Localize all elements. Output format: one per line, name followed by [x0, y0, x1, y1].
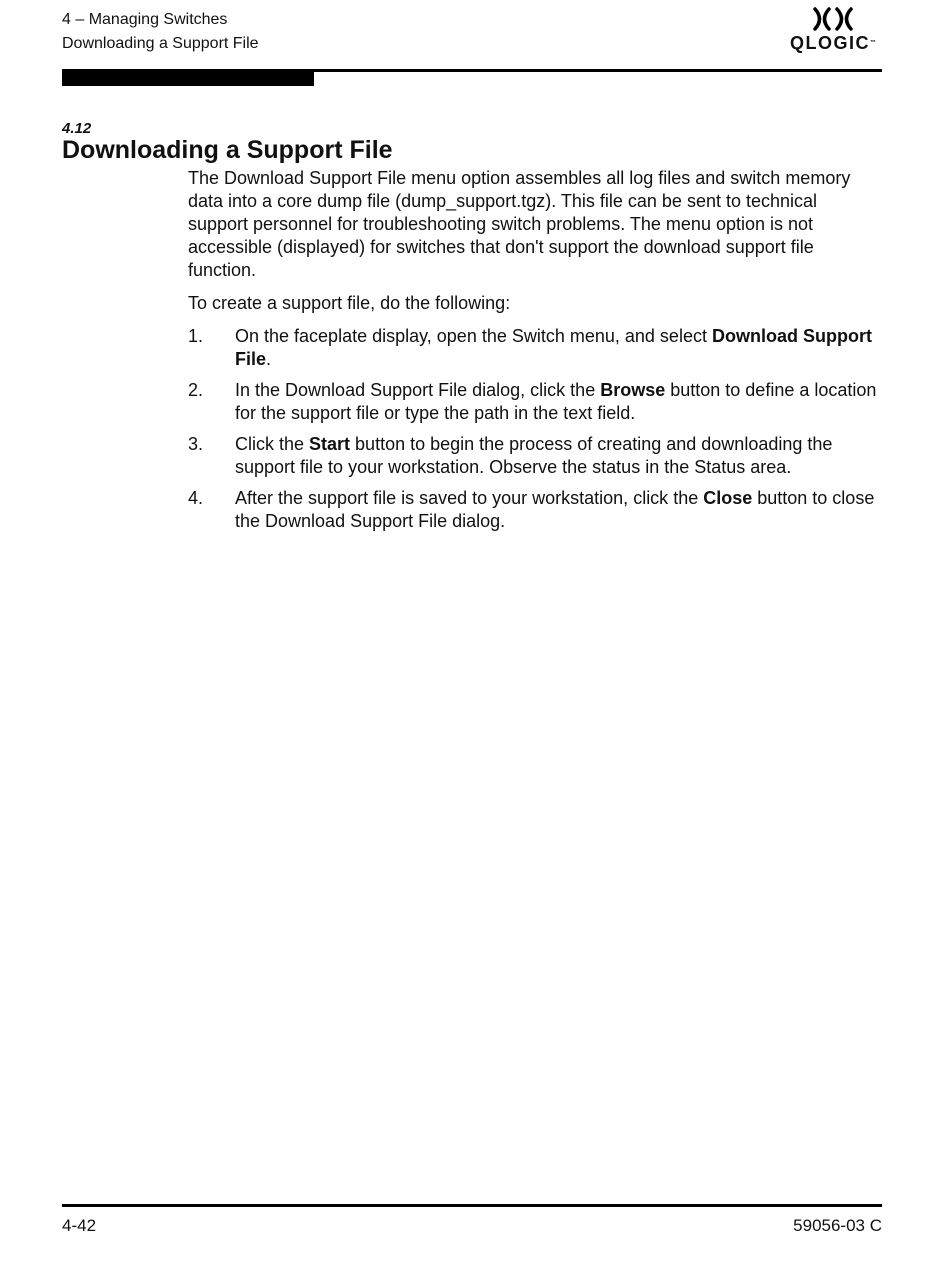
body-content: [188, 167, 882, 541]
section-number: 4.12: [62, 120, 92, 137]
step-text: Click the: [235, 434, 310, 454]
list-item: [188, 379, 882, 425]
header-chapter: 4 – Managing Switches: [62, 11, 228, 28]
step-text: On the faceplate display, open the Switch menu, and select: [235, 326, 712, 346]
section-title: Downloading a Support File: [62, 136, 393, 164]
page-number: 4-42: [62, 1216, 97, 1235]
list-item: [188, 487, 882, 533]
logo-text: QLOGIC: [790, 33, 870, 53]
qlogic-logo: [788, 6, 878, 62]
document-number: 59056-03 C: [793, 1216, 882, 1235]
intro-paragraph: The Download Support File menu option assembles all log files and switch memory data into a core dump file (dump_support.tgz). This file can be sent to technical support personnel for troubleshooting switch problems. The menu option is not accessible (displayed) for switches that don't support the download support file function.: [188, 168, 851, 280]
step-bold: Start: [309, 434, 351, 454]
step-number: 3.: [188, 434, 204, 454]
step-bold: Close: [703, 488, 753, 508]
step-text: In the Download Support File dialog, click the: [235, 380, 601, 400]
qlogic-mark-icon: [812, 6, 854, 32]
header-section: Downloading a Support File: [62, 35, 259, 52]
list-item: [188, 325, 882, 371]
step-bold: Browse: [600, 380, 666, 400]
step-text-end: button to begin the process of creating and downloading the support file to your workstation. Observe the status in the Status area.: [235, 434, 833, 477]
header-tab-bar: [62, 72, 314, 86]
list-item: [188, 433, 882, 479]
step-text-end: button to define a location for the support file or type the path in the text field.: [235, 380, 877, 423]
step-text-end: .: [266, 349, 272, 369]
step-text: After the support file is saved to your workstation, click the: [235, 488, 704, 508]
logo-trademark: ™: [870, 40, 876, 46]
step-number: 1.: [188, 326, 204, 346]
footer-rule: [62, 1204, 882, 1207]
step-number: 2.: [188, 380, 204, 400]
step-number: 4.: [188, 488, 204, 508]
steps-list: [188, 325, 882, 533]
lead-paragraph: To create a support file, do the following:: [188, 293, 511, 313]
step-text-end: button to close the Download Support File dialog.: [235, 488, 875, 531]
step-bold: Download Support File: [235, 326, 872, 369]
